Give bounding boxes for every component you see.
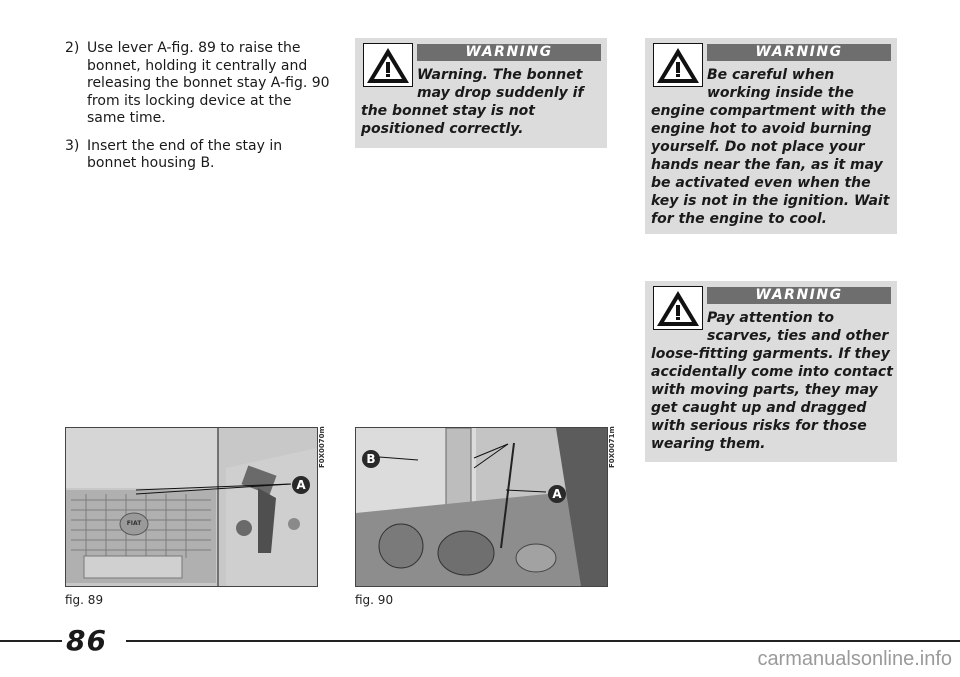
warning-body: the bonnet stay is not positioned correctly. bbox=[361, 103, 535, 137]
page-rule-left bbox=[0, 640, 62, 642]
figure-90-caption: fig. 90 bbox=[355, 593, 394, 607]
warning-lead: Pay attention to scarves, ties and other bbox=[707, 310, 889, 344]
label-b: B bbox=[366, 452, 376, 466]
figure-90-code: F0X0071m bbox=[608, 426, 616, 468]
warning-text bbox=[651, 309, 893, 453]
step-number: 2) bbox=[65, 40, 80, 56]
label-a-marker bbox=[292, 476, 310, 494]
fiat-badge-text: FIAT bbox=[126, 520, 142, 527]
figure-89-caption: fig. 89 bbox=[65, 593, 104, 607]
warning-box-garments bbox=[645, 281, 897, 462]
label-a-marker bbox=[548, 485, 566, 503]
instruction-steps bbox=[65, 40, 330, 183]
bonnet-stay-illustration bbox=[356, 428, 607, 586]
warning-lead: Be careful when working inside the bbox=[707, 67, 854, 101]
step-text: Insert the end of the stay in bonnet housing B. bbox=[87, 137, 283, 171]
step-number: 3) bbox=[65, 137, 80, 154]
watermark: carmanualsonline.info bbox=[757, 648, 952, 670]
page-rule-right bbox=[126, 640, 960, 642]
figure-89-image bbox=[65, 427, 318, 587]
warning-text bbox=[361, 66, 603, 138]
label-a: A bbox=[552, 487, 562, 501]
figure-90-image bbox=[355, 427, 608, 587]
warning-heading: WARNING bbox=[417, 44, 601, 61]
warning-text bbox=[651, 66, 893, 228]
fiat-badge bbox=[122, 514, 146, 534]
step-text: Use lever A-fig. 89 to raise the bonnet, holding it centrally and releasing the bonnet stay A-fig. 90 from its locking device at the same time. bbox=[87, 40, 330, 126]
label-b-marker bbox=[362, 450, 380, 468]
warning-box-engine-hot bbox=[645, 38, 897, 234]
warning-box-bonnet bbox=[355, 38, 607, 148]
label-a: A bbox=[296, 478, 306, 492]
warning-heading: WARNING bbox=[707, 287, 891, 304]
figure-89-code: F0X0070m bbox=[318, 426, 326, 468]
warning-heading: WARNING bbox=[707, 44, 891, 61]
bonnet-lever-illustration bbox=[66, 428, 317, 586]
warning-lead: Warning. The bonnet may drop suddenly if bbox=[417, 67, 584, 101]
page-number: 86 bbox=[66, 624, 107, 657]
warning-body: loose-fitting garments. If they accidentally come into contact with moving parts, they may get caught up and dragged with serious risks for those wearing them. bbox=[651, 346, 893, 452]
step-3 bbox=[65, 138, 330, 173]
step-2 bbox=[65, 40, 330, 128]
warning-body: engine compartment with the engine hot to avoid burning yourself. Do not place your hands near the fan, as it may be activated even when the key is not in the ignition. Wait for the engine to cool. bbox=[651, 103, 890, 227]
